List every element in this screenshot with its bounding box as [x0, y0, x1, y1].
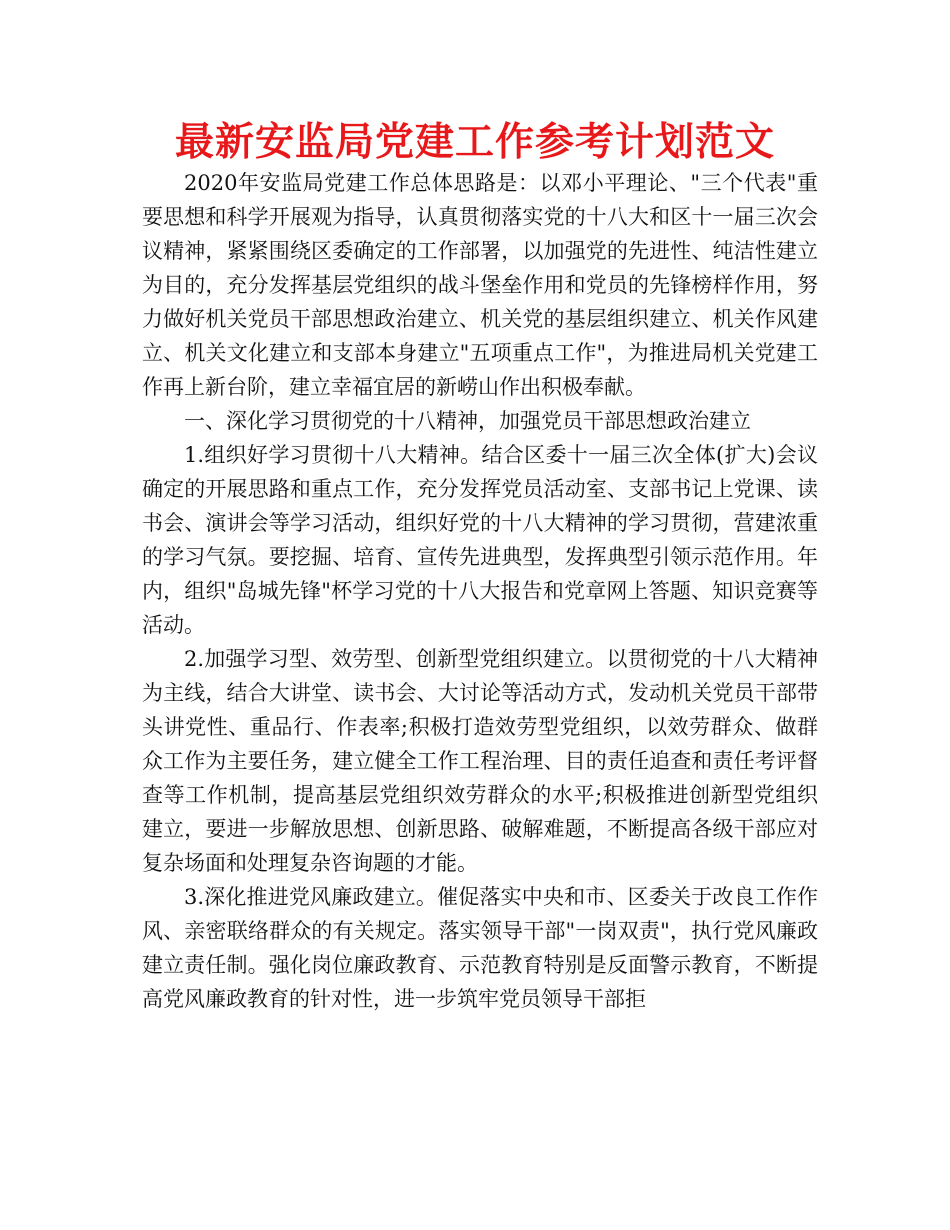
document-title: 最新安监局党建工作参考计划范文	[174, 120, 775, 165]
paragraph-item-3: 3.深化推进党风廉政建立。催促落实中央和市、区委关于改良工作作风、亲密联络群众的有关规定。落实领导干部"一岗双责"，执行党风廉政建立责任制。强化岗位廉政教育、示范教育特别是反面警示教育，不断提高党风廉政教育的针对性，进一步筑牢党员领导干部拒	[142, 885, 818, 1011]
paragraph-intro: 2020年安监局党建工作总体思路是：以邓小平理论、"三个代表"重要思想和科学开展观为指导，认真贯彻落实党的十八大和区十一届三次会议精神，紧紧围绕区委确定的工作部署，以加强党的先进性、纯洁性建立为目的，充分发挥基层党组织的战斗堡垒作用和党员的先锋榜样作用，努力做好机关党员干部思想政治建立、机关党的基层组织建立、机关作风建立、机关文化建立和支部本身建立"五项重点工作"，为推进局机关党建工作再上新台阶，建立幸福宜居的新崂山作出积极奉献。	[142, 171, 818, 399]
paragraph-item-2: 2.加强学习型、效劳型、创新型党组织建立。以贯彻党的十八大精神为主线，结合大讲堂、读书会、大讨论等活动方式，发动机关党员干部带头讲党性、重品行、作表率;积极打造效劳型党组织，以效劳群众、做群众工作为主要任务，建立健全工作工程治理、目的责任追查和责任考评督查等工作机制，提高基层党组织效劳群众的水平;积极推进创新型党组织建立，要进一步解放思想、创新思路、破解难题，不断提高各级干部应对复杂场面和处理复杂咨询题的才能。	[142, 647, 818, 875]
document-body	[142, 166, 818, 1016]
section-heading-1: 一、深化学习贯彻党的十八精神，加强党员干部思想政治建立	[184, 409, 751, 433]
paragraph-item-1: 1.组织好学习贯彻十八大精神。结合区委十一届三次全体(扩大)会议确定的开展思路和重点工作，充分发挥党员活动室、支部书记上党课、读书会、演讲会等学习活动，组织好党的十八大精神的学习贯彻，营建浓重的学习气氛。要挖掘、培育、宣传先进典型，发挥典型引领示范作用。年内，组织"岛城先锋"杯学习党的十八大报告和党章网上答题、知识竞赛等活动。	[142, 443, 818, 637]
